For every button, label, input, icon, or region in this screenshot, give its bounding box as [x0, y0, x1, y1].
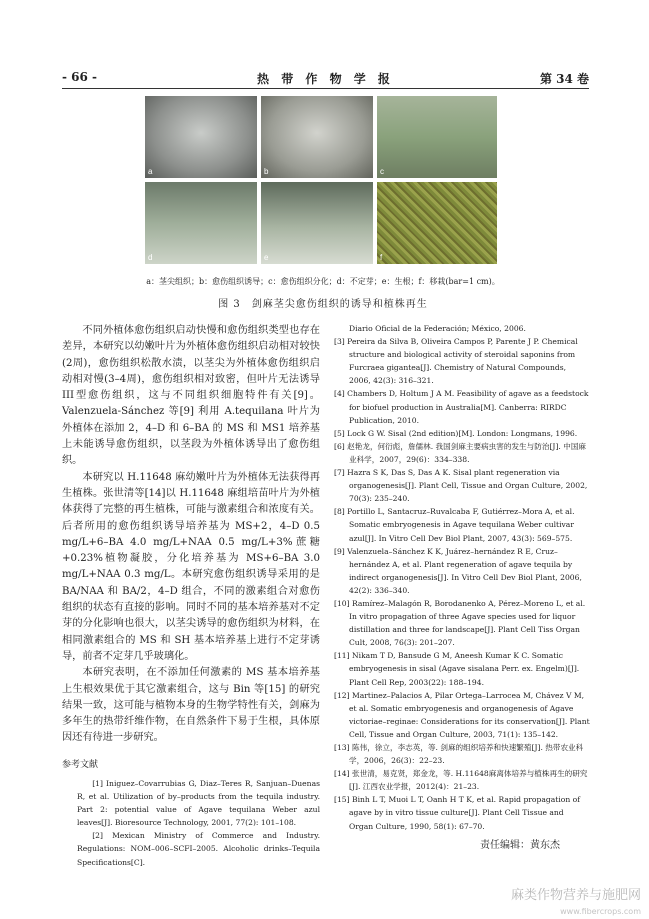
reference-item: [11] Nikam T D, Bansude G M, Aneesh Kumar K C. Somatic embryogenesis in sisal (Agave sisalana Perr. ex. Engelm)[J]. Plant Cell Rep, 2003(22): 188–194. [334, 651, 580, 687]
reference-item: [2] Mexican Ministry of Commerce and Industry. Regulations: NOM–006–SCFI–2005. Alcoholic drinks–Tequila Specifications[C]. [77, 831, 320, 867]
figure-title: 图 3 剑麻茎尖愈伤组织的诱导和植株再生 [218, 299, 428, 310]
reference-item: [14] 张世清，易克贤，郑金龙，等. H.11648麻离体培养与植株再生的研究[J]. 江西农业学报，2012(4)：21–23. [334, 769, 588, 792]
panel-label-a: a [148, 167, 153, 176]
reference-item: [9] Valenzuela–Sánchez K K, Juárez–hernández R E, Cruz–hernández A, et al. Plant regeneration of agave tequila by indirect organogenesis[J]. In Vitro Cell Dev Biol Plant, 2006, 42(2): 336–340. [334, 546, 582, 595]
header-rule [62, 88, 589, 89]
reference-item: [6] 赵艳龙，何衍彪，詹儒林. 我国剑麻主要病虫害的发生与防治[J]. 中国麻业科学，2007，29(6)：334–338. [334, 441, 587, 464]
photo-panel-e [261, 182, 373, 264]
reference-item: [4] Chambers D, Holtum J A M. Feasibility of agave as a feedstock for biofuel production in Australia[M]. Canberra: RIRDC Publication, 2010. [334, 389, 589, 425]
photo-panel-c [377, 96, 497, 178]
page-number: - 66 - [62, 70, 98, 84]
figure-panels [145, 96, 501, 264]
left-column [62, 323, 320, 869]
reference-item: [1] Iniguez–Covarrubias G, Diaz–Teres R, Sanjuan–Duenas R, et al. Utilization of by–products from the tequila industry. Part 2: potential value of Agave tequilana Weber azul leaves[J]. Bioresource Technology, 2001, 77(2): 101–108. [77, 779, 320, 828]
reference-list-right [334, 322, 590, 833]
volume-number: 第 34 卷 [539, 72, 589, 86]
figure-3 [145, 96, 501, 310]
running-header [62, 70, 589, 88]
photo-panel-b [261, 96, 373, 178]
panel-label-d: d [148, 253, 153, 262]
figure-caption: a：茎尖组织；b：愈伤组织诱导；c：愈伤组织分化；d：不定芽；e：生根；f：移栽(bar=1 cm)。 [146, 277, 500, 286]
reference-item: [10] Ramírez–Malagón R, Borodanenko A, Pérez–Moreno L, et al. In vitro propagation of three Agave species used for liquor distillation and three for landscape[J]. Plant Cell Tiss Organ Cult, 2008, 76(3): 201–207. [334, 598, 586, 648]
responsible-editor: 责任编辑：黄东杰 [480, 840, 560, 851]
body-paragraph: 本研究以 H.11648 麻幼嫩叶片为外植体无法获得再生植株。张世清等[14]以 H.11648 麻组培苗叶片为外植体获得了完整的再生植株，可能与激素组合和浓度有关。后者所用的愈伤组织诱导培养基为 MS+2，4–D 0.5 mg/L+6–BA 4.0 mg/L+NAA 0.5 mg/L+3%蔗糖+0.23%植物凝胶，分化培养基为 MS+6–BA 3.0 mg/L+NAA 0.3 mg/L。本研究愈伤组织诱导采用的是 BA/NAA 和 BA/2，4–D 组合，不同的激素组合对愈伤组织的状态有直接的影响。同时不同的基本培养基对不定芽的分化影响也很大，以茎尖诱导的愈伤组织为材料，在相同激素组合的 MS 和 SH 基本培养基上进行不定芽诱导，前者不定芽几乎玻璃化。 [62, 471, 320, 662]
journal-name: 热 带 作 物 学 报 [257, 72, 394, 86]
panel-label-e: e [264, 253, 269, 262]
reference-item: [15] Binh L T, Muoi L T, Oanh H T K, et al. Rapid propagation of agave by in vitro tissue culture[J]. Plant Cell Tissue and Organ Culture, 1990, 58(1): 67–70. [334, 795, 581, 831]
reference-item: [13] 陈伟，徐立，李志英，等. 剑麻的组织培养和快速繁殖[J]. 热带农业科学，2006，26(3)：22–23. [334, 743, 584, 766]
references-heading: 参考文献 [62, 759, 99, 770]
body-paragraph: 本研究表明，在不添加任何激素的 MS 基本培养基上生根效果优于其它激素组合，这与 Bin 等[15] 的研究结果一致，这可能与植物本身的生物学特性有关，剑麻为多年生的热带纤维作物，在自然条件下易于生根，具体原因还有待进一步研究。 [62, 667, 320, 744]
watermark-text: 麻类作物营养与施肥网 [510, 888, 641, 903]
photo-panel-a [145, 96, 257, 178]
watermark-url: www.fibercrops.com [560, 907, 641, 916]
reference-item: [5] Lock G W. Sisal (2nd edition)[M]. London: Longmans, 1996. [334, 428, 578, 438]
reference-item: [8] Portillo L, Santacruz–Ruvalcaba F, Gutiérrez–Mora A, et al. Somatic embryogenesis in Agave tequilana Weber cultivar azul[J]. In Vitro Cell Dev Biol Plant, 2007, 43(3): 569–575. [334, 507, 575, 543]
body-paragraph: 不同外植体愈伤组织启动快慢和愈伤组织类型也存在差异，本研究以幼嫩叶片为外植体愈伤组织启动相对较快(2周)，愈伤组织松散水渍，以茎尖为外植体愈伤组织启动相对慢(3–4周)，愈伤组织相对致密，但叶片无法诱导III型愈伤组织，这与不同组织细胞特件有关[9]。Valenzuela-Sánchez 等[9] 利用 A.tequilana 叶片为外植体在添加 2，4–D 和 6–BA 的 MS 和 MS1 培养基上未能诱导愈伤组织，以茎段为外植体诱导出了愈伤组织。 [62, 325, 320, 467]
panel-label-b: b [264, 167, 269, 176]
panel-label-f: f [380, 253, 383, 262]
photo-panel-f [377, 182, 497, 264]
reference-list-left [62, 777, 320, 869]
reference-item: [7] Hazra S K, Das S, Das A K. Sisal plant regeneration via organogenesis[J]. Plant Cell, Tissue and Organ Culture, 2002, 70(3): 235–240. [334, 468, 588, 504]
reference-item: [3] Pereira da Silva B, Oliveira Campos P, Parente J P. Chemical structure and biological activity of steroidal saponins from Furcraea gigantea[J]. Chemistry of Natural Compounds, 2006, 42(3): 316–321. [334, 337, 578, 386]
photo-panel-d [145, 182, 257, 264]
panel-label-c: c [380, 167, 384, 176]
reference-item: Diario Oficial de la Federación; México, 2006. [349, 324, 526, 333]
reference-item: [12] Martinez–Palacios A, Pilar Ortega–Larrocea M, Chávez V M, et al. Somatic embryogenesis and organogenesis of Agave victoriae–reginae: Considerations for its conservation[J]. Plant Cell, Tissue and Organ Culture, 2003, 71(1): 135–142. [334, 690, 590, 739]
